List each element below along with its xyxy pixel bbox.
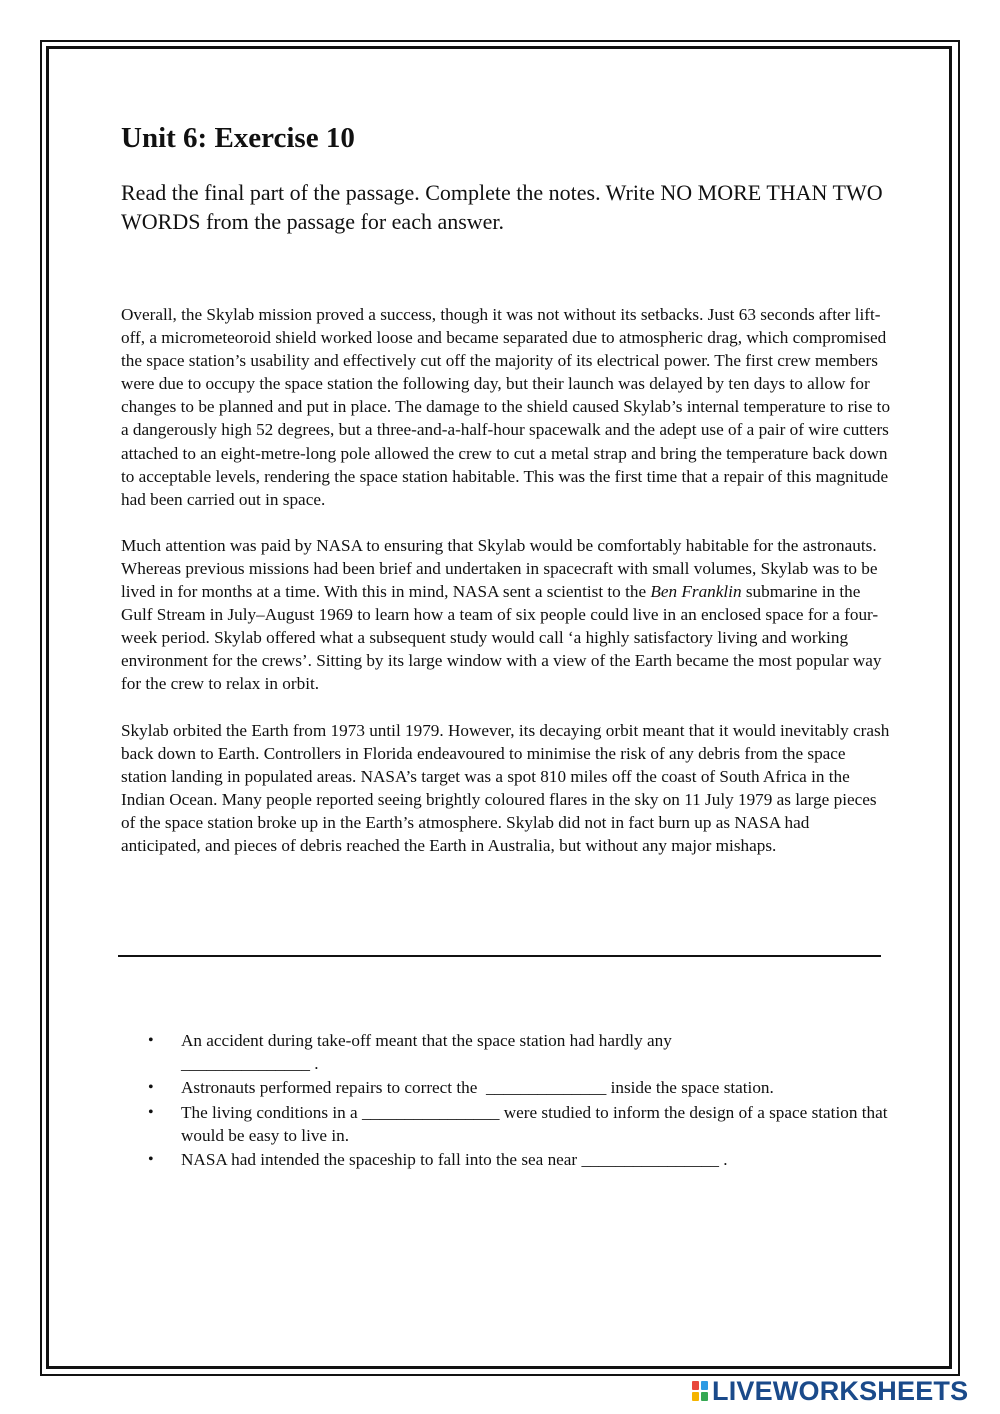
logo-block [701,1392,708,1401]
passage-paragraph-3: Skylab orbited the Earth from 1973 until 1979. However, its decaying orbit meant that it would inevitably crash back down to Earth. Controllers in Florida endeavoured to minimise the risk of any debris from the space station landing in populated areas. NASA’s target was a spot 810 miles off the coast of South Africa in the Indian Ocean. Many people reported seeing brightly coloured flares in the sky on 11 July 1979 as large pieces of the space station broke up in the Earth’s atmosphere. Skylab did not in fact burn up as NASA had anticipated, and pieces of debris reached the Earth in Australia, but without any major mishaps. [121,720,890,855]
note-1-text: An accident during take-off meant that the space station had hardly any [181,1031,672,1050]
logo-block [692,1392,699,1401]
submarine-name: Ben Franklin [650,582,742,602]
answer-blank-4[interactable]: ________________ [581,1150,719,1170]
instructions: Read the final part of the passage. Complete the notes. Write NO MORE THAN TWO WORDS from the passage for each answer. [121,180,883,234]
bullet-icon: • [148,1103,154,1121]
logo-blocks-icon [692,1381,708,1401]
answer-blank-2[interactable]: ______________ [485,1078,607,1098]
note-3-end: were studied to inform the design of a space station that would be easy to live in. [181,1102,888,1145]
note-1-end: . [314,1054,319,1074]
passage-paragraph-1: Overall, the Skylab mission proved a success, though it was not without its setbacks. Just 63 seconds after lift-off, a micrometeoroid shield worked loose and became separated due to atmospheric drag, which compromised the space station’s usability and effectively cut off the majority of its electrical power. The first crew members were due to occupy the space station the following day, but their launch was delayed by ten days to allow for changes to be planned and put in place. The damage to the shield caused Skylab’s internal temperature to rise to a dangerously high 52 degrees, but a three-and-a-half-hour spacewalk and the adept use of a pair of wire cutters attached to an eight-metre-long pole allowed the crew to cut a metal strap and bring the temperature back down to acceptable levels, rendering the space station habitable. This was the first time that a repair of this magnitude had been carried out in space. [121,305,891,509]
note-item-2 [146,1076,896,1099]
note-3-text: The living conditions in a [181,1102,358,1122]
bullet-icon: • [148,1151,154,1169]
bullet-icon: • [148,1032,154,1049]
note-item-1 [146,1029,896,1075]
logo-block [692,1381,699,1390]
note-item-4 [146,1148,896,1171]
logo-block [701,1381,708,1390]
passage-paragraph-2 [121,534,891,696]
note-2-text: Astronauts performed repairs to correct the [181,1078,478,1098]
bullet-icon: • [148,1079,154,1097]
passage-divider [118,955,881,957]
note-4-end: . [723,1150,728,1170]
note-2-end: inside the space station. [610,1078,774,1098]
answer-blank-3[interactable]: ________________ [361,1102,500,1122]
note-4-text: NASA had intended the spaceship to fall into the sea near [181,1150,578,1170]
worksheet-title: Unit 6: Exercise 10 [121,122,355,154]
note-item-3 [146,1101,896,1147]
reading-passage [121,303,891,880]
liveworksheets-logo[interactable] [692,1376,968,1406]
passage-p2-start: Much attention was paid by NASA to ensuring that Skylab would be comfortably habitable for the astronauts. Whereas previous missions had been brief and undertaken in spacecraft with small volumes, Skylab was to be lived in for months at a time. With this in mind, NASA sent a scientist to the [121,535,878,602]
answer-blank-1[interactable]: _______________ [181,1054,310,1074]
passage-p2-end: submarine in the Gulf Stream in July–August 1969 to learn how a team of six people could live in an enclosed space for a four-week period. Skylab offered what a subsequent study would call ‘a highly satisfactory living and working environment for the crews’. Sitting by its large window with a view of the Earth became the most popular way for the crew to relax in orbit. [121,582,882,694]
notes-list [146,1029,896,1172]
logo-text: LIVEWORKSHEETS [712,1375,969,1406]
